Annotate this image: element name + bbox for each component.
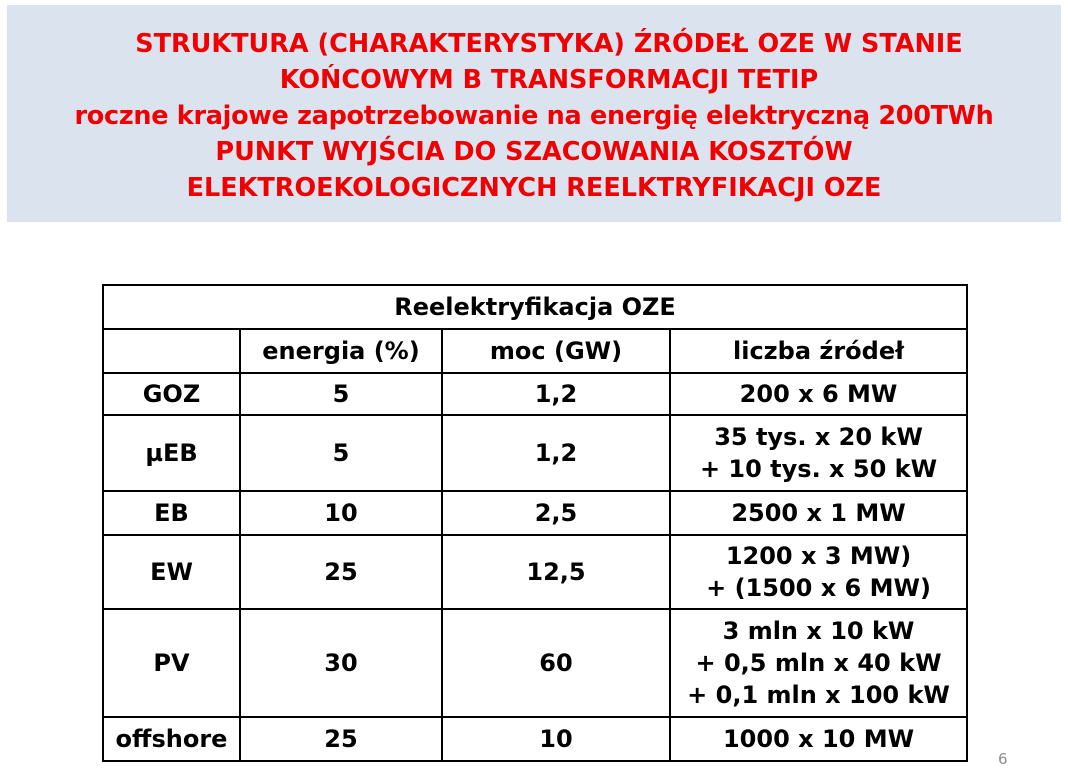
energy-cell: 5 xyxy=(240,373,442,415)
column-header-count: liczba źródeł xyxy=(670,329,967,373)
count-line: + 10 tys. x 50 kW xyxy=(699,455,938,483)
table-row xyxy=(103,491,967,535)
energy-cell: 10 xyxy=(240,491,442,535)
count-cell: 200 x 6 MW xyxy=(670,373,967,415)
page-number: 6 xyxy=(998,750,1008,768)
count-cell xyxy=(670,609,967,717)
title-line-3: roczne krajowe zapotrzebowanie na energię elektryczną 200TWh xyxy=(74,101,994,131)
energy-cell: 25 xyxy=(240,535,442,609)
source-cell: PV xyxy=(103,609,240,717)
count-line: + (1500 x 6 MW) xyxy=(706,574,931,602)
column-header-row xyxy=(103,329,967,373)
column-header-energy: energia (%) xyxy=(240,329,442,373)
source-cell: GOZ xyxy=(103,373,240,415)
table-title: Reelektryfikacja OZE xyxy=(103,285,967,329)
count-cell xyxy=(670,535,967,609)
count-line: 35 tys. x 20 kW xyxy=(714,423,923,451)
column-header-power: moc (GW) xyxy=(442,329,670,373)
energy-cell: 25 xyxy=(240,717,442,761)
count-line: + 0,5 mln x 40 kW xyxy=(695,649,942,677)
title-line-2: KOŃCOWYM B TRANSFORMACJI TETIP xyxy=(279,65,819,95)
count-line: 1200 x 3 MW) xyxy=(725,542,912,570)
table-row xyxy=(103,717,967,761)
power-cell: 12,5 xyxy=(442,535,670,609)
title-banner xyxy=(7,5,1061,222)
title-line-5: ELEKTROEKOLOGICZNYCH REELKTRYFIKACJI OZE xyxy=(186,173,882,203)
count-line: 3 mln x 10 kW xyxy=(722,617,915,645)
table-row xyxy=(103,415,967,491)
energy-cell: 30 xyxy=(240,609,442,717)
table-row xyxy=(103,373,967,415)
source-cell: µEB xyxy=(103,415,240,491)
count-cell: 2500 x 1 MW xyxy=(670,491,967,535)
title-line-1: STRUKTURA (CHARAKTERYSTYKA) ŹRÓDEŁ OZE W STANIE xyxy=(135,29,963,59)
source-cell: offshore xyxy=(103,717,240,761)
energy-cell: 5 xyxy=(240,415,442,491)
table-row xyxy=(103,535,967,609)
power-cell: 10 xyxy=(442,717,670,761)
reelectrification-table xyxy=(102,284,968,762)
title-line-4: PUNKT WYJŚCIA DO SZACOWANIA KOSZTÓW xyxy=(215,137,853,167)
count-cell: 1000 x 10 MW xyxy=(670,717,967,761)
source-cell: EB xyxy=(103,491,240,535)
column-header-empty xyxy=(103,329,240,373)
table-title-row xyxy=(103,285,967,329)
source-cell: EW xyxy=(103,535,240,609)
table-row xyxy=(103,609,967,717)
power-cell: 2,5 xyxy=(442,491,670,535)
power-cell: 1,2 xyxy=(442,373,670,415)
count-cell xyxy=(670,415,967,491)
power-cell: 1,2 xyxy=(442,415,670,491)
power-cell: 60 xyxy=(442,609,670,717)
count-line: + 0,1 mln x 100 kW xyxy=(687,681,950,709)
